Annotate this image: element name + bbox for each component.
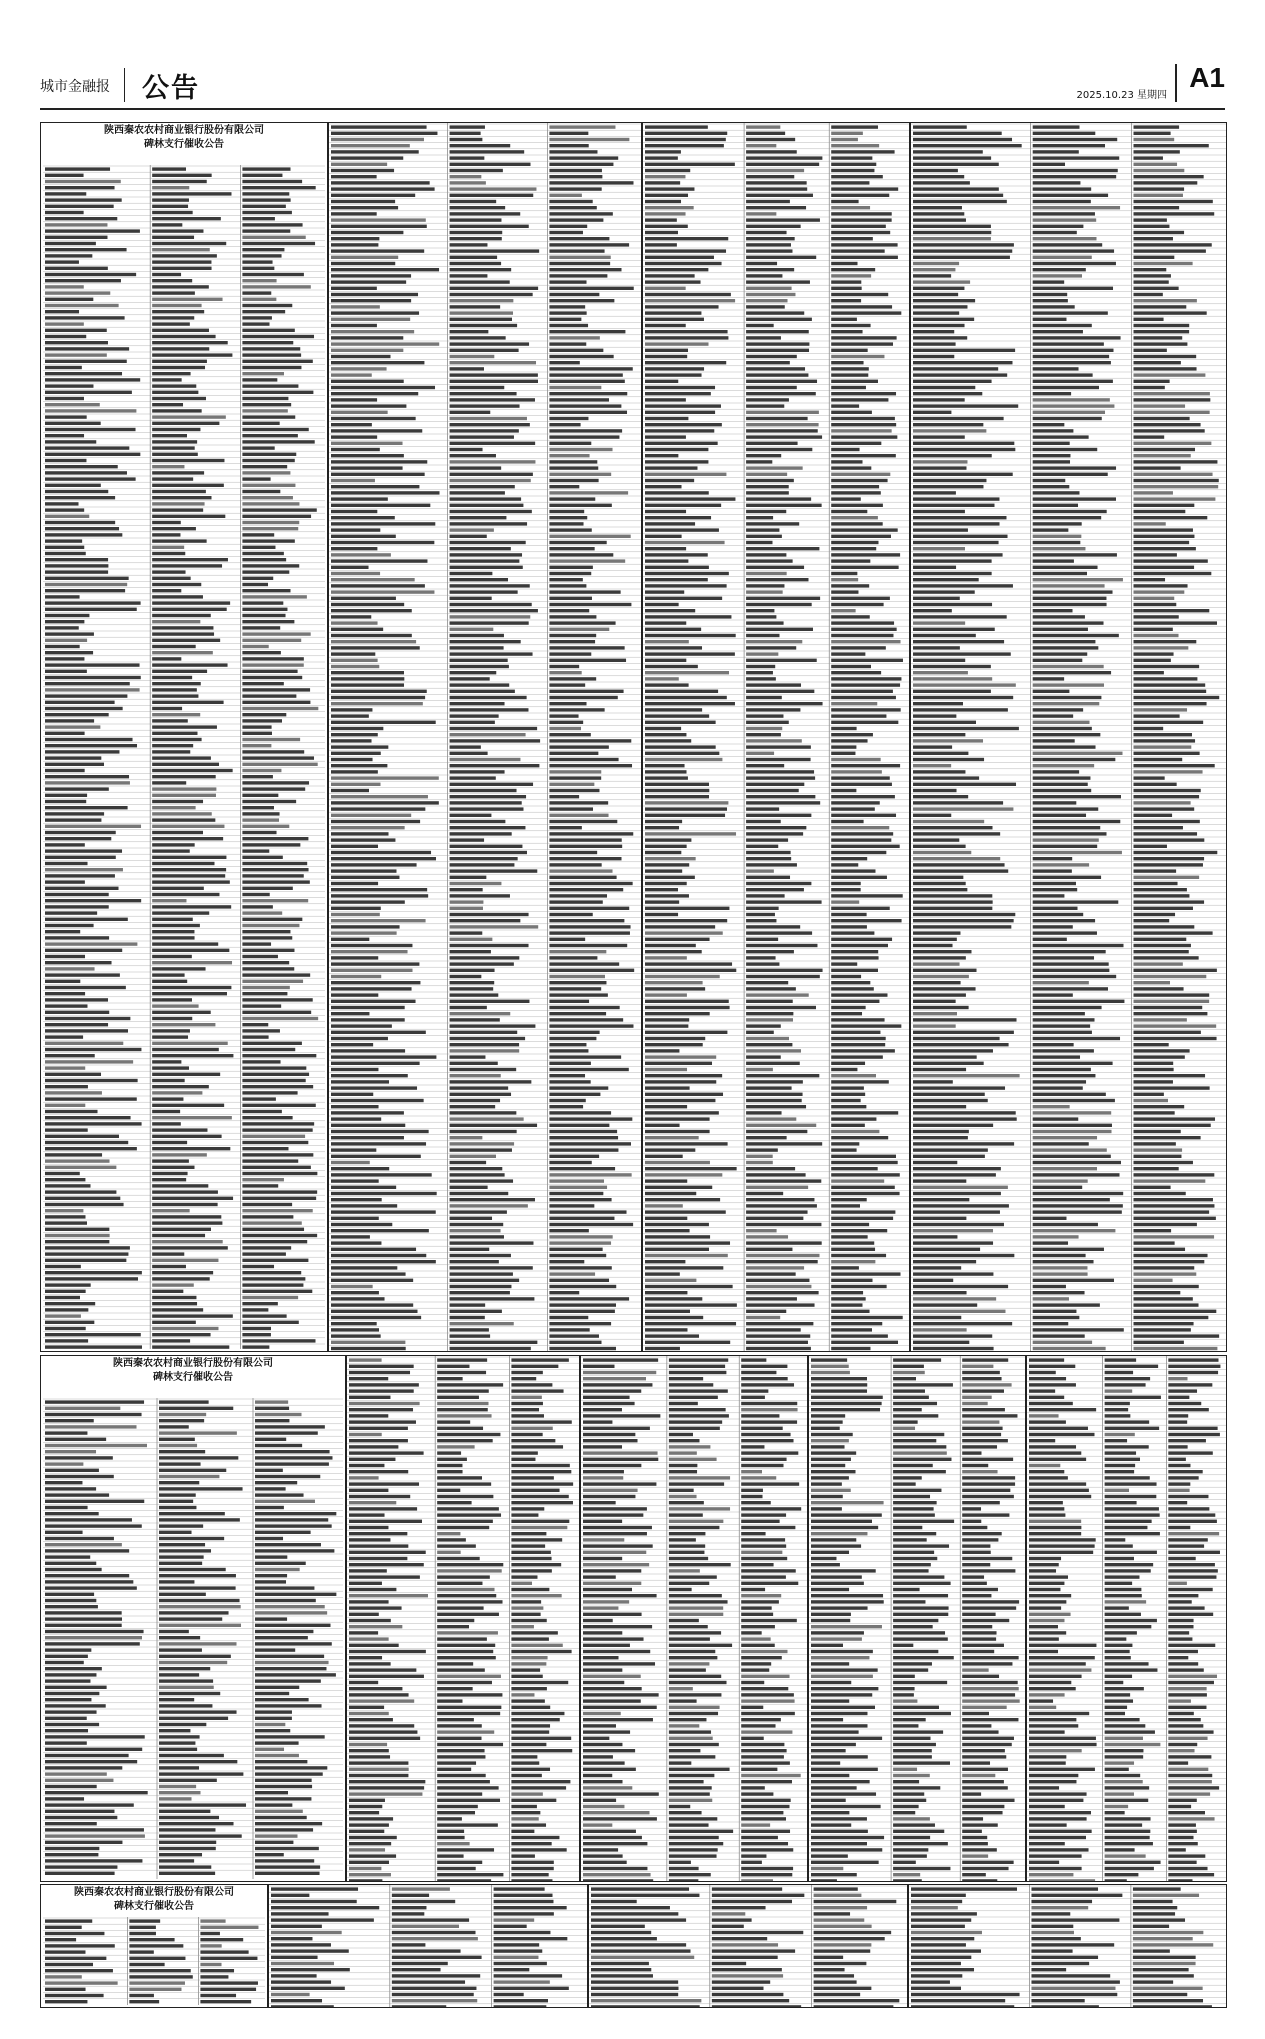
issue-date: 2025.10.23 (1076, 90, 1134, 101)
notice-3-column-3-table (589, 1885, 907, 2007)
issue-date-line (1077, 86, 1167, 101)
ledger-print-texture (43, 1398, 343, 1879)
notice-3-column-4-table (909, 1885, 1226, 2007)
notice-2-table (43, 1398, 343, 1879)
notice-3-column-2 (268, 1884, 588, 2008)
notice-2-bank: 陕西秦农农村商业银行股份有限公司 (113, 1358, 273, 1369)
notice-3-branch: 碑林支行催收公告 (114, 1901, 194, 1912)
ledger-print-texture (809, 1356, 1025, 1881)
ledger-print-texture (347, 1356, 579, 1881)
notice-2-branch: 碑林支行催收公告 (153, 1372, 233, 1383)
masthead-rule (40, 108, 1225, 110)
notice-3-column-4 (908, 1884, 1227, 2008)
notice-1-bank: 陕西秦农农村商业银行股份有限公司 (104, 125, 264, 136)
notice-3-column-3 (588, 1884, 908, 2008)
notice-2-column-4 (808, 1355, 1026, 1882)
page-number: A1 (1189, 62, 1225, 93)
ledger-print-texture (43, 165, 325, 1349)
notice-block-1 (40, 122, 328, 1352)
notice-1-branch: 碑林支行催收公告 (144, 139, 224, 150)
notice-3-bank: 陕西秦农农村商业银行股份有限公司 (74, 1887, 234, 1898)
notice-block-3 (40, 1884, 268, 2008)
issue-weekday: 星期四 (1137, 90, 1167, 101)
notice-1-column-2-table (329, 123, 641, 1351)
ledger-print-texture (43, 1917, 265, 2005)
notice-3-column-2-table (269, 1885, 587, 2007)
notice-block-2 (40, 1355, 346, 1882)
ledger-print-texture (581, 1356, 807, 1881)
notice-2-column-3-table (581, 1356, 807, 1881)
notice-2-column-4-table (809, 1356, 1025, 1881)
paper-name: 城市金融报 (40, 79, 110, 95)
notice-1-column-2 (328, 122, 642, 1352)
notice-2-column-2-table (347, 1356, 579, 1881)
masthead (40, 60, 1225, 108)
ledger-print-texture (329, 123, 641, 1351)
ledger-print-texture (911, 123, 1226, 1351)
notice-2-column-5-table (1027, 1356, 1226, 1881)
notice-1-column-3 (642, 122, 910, 1352)
ledger-print-texture (1027, 1356, 1226, 1881)
page-number-divider (1175, 64, 1177, 102)
masthead-divider (124, 68, 125, 102)
ledger-print-texture (909, 1885, 1226, 2007)
notice-1-table (43, 165, 325, 1349)
section-title: 公告 (142, 73, 200, 104)
ledger-print-texture (269, 1885, 587, 2007)
notice-1-column-4-table (911, 123, 1226, 1351)
ledger-print-texture (643, 123, 909, 1351)
notice-2-column-3 (580, 1355, 808, 1882)
notice-2-column-5 (1026, 1355, 1227, 1882)
notice-2-column-2 (346, 1355, 580, 1882)
ledger-print-texture (589, 1885, 907, 2007)
notice-1-column-4 (910, 122, 1227, 1352)
notice-3-table (43, 1917, 265, 2005)
notice-1-column-3-table (643, 123, 909, 1351)
